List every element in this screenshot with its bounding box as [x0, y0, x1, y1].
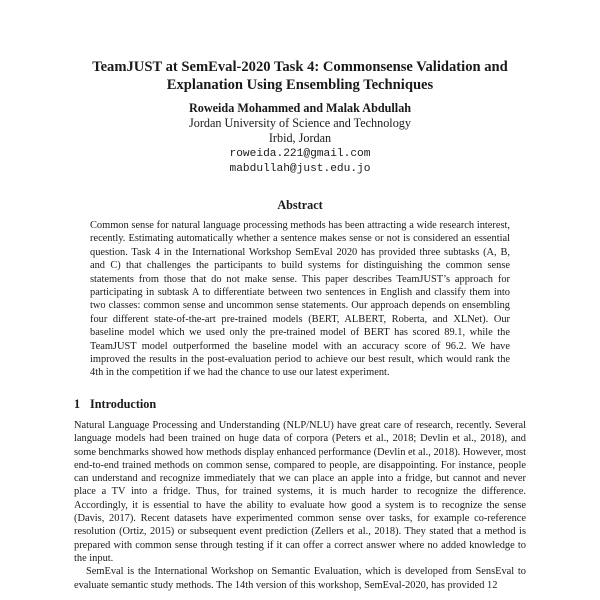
abstract-text: Common sense for natural language processing methods has been attracting a wide research interest, recently. Estimating automatically whether a sentence makes sense or not is considered an essential question. Task 4 in the International Workshop SemEval 2020 has provided three subtasks (A, B, and C) that challenges the participants to build systems for distinguishing the common sense statements from those that do not make sense. This paper describes TeamJUST’s approach for participating in subtask A to differentiate between two sentences in English and classify them into two classes: common sense and uncommon sense statements. Our approach depends on ensembling four different state-of-the-art pre-trained models (BERT, ALBERT, Roberta, and XLNet). Our baseline model which we used only the pre-trained model of BERT has scored 89.1, while the TeamJUST model outperformed the baseline model with an accuracy score of 96.2. We have improved the results in the post-evaluation period to achieve our best result, which would rank the 4th in the competition if we had the chance to use our latest experiment. [90, 220, 510, 379]
section-body [74, 419, 526, 592]
section-number: 1 [74, 397, 81, 411]
paper-title: TeamJUST at SemEval-2020 Task 4: Commonsense Validation and Explanation Using Ensembling Techniques [92, 59, 508, 93]
paragraph-1: Natural Language Processing and Understanding (NLP/NLU) have great care of research, recently. Several language models had been trained on huge data of corpora (Peters et al., 2018; Devlin et al., 2018), and some benchmarks showed how methods display enhanced performance (Devlin et al., 2018). However, most end-to-end trained methods on common sense, compared to people, are disappointing. For instance, people can understand and recognize immediately that we can place an apple into a fridge, but cannot and never place a TV into a fridge. Thus, for trained systems, it is much harder to recognize the difference. Accordingly, it is essential to have the ability to evaluate how good a system is to recognize the sense (Davis, 2017). Recent datasets have experimented common sense over tasks, for example co-reference resolution (Ortiz, 2015) or subsequent event prediction (Zellers et al., 2018). They stated that a method is prepared with common sense through testing if it can offer a correct answer where no added knowledge to the input. [74, 420, 526, 564]
location: Irbid, Jordan [268, 131, 332, 146]
author-names: Roweida Mohammed and Malak Abdullah [188, 101, 412, 115]
affiliation: Jordan University of Science and Technology [189, 116, 411, 131]
email-2: mabdullah@just.edu.jo [229, 162, 371, 175]
section-title: Introduction [90, 397, 157, 411]
email-1: roweida.221@gmail.com [229, 147, 371, 160]
paragraph-2: SemEval is the International Workshop on Semantic Evaluation, which is developed from SensEval to evaluate semantic study methods. The 14th version of this workshop, SemEval-2020, has provided 12 [74, 566, 526, 591]
section-heading [74, 397, 156, 412]
abstract-heading: Abstract [277, 198, 323, 212]
author-block [100, 101, 500, 177]
